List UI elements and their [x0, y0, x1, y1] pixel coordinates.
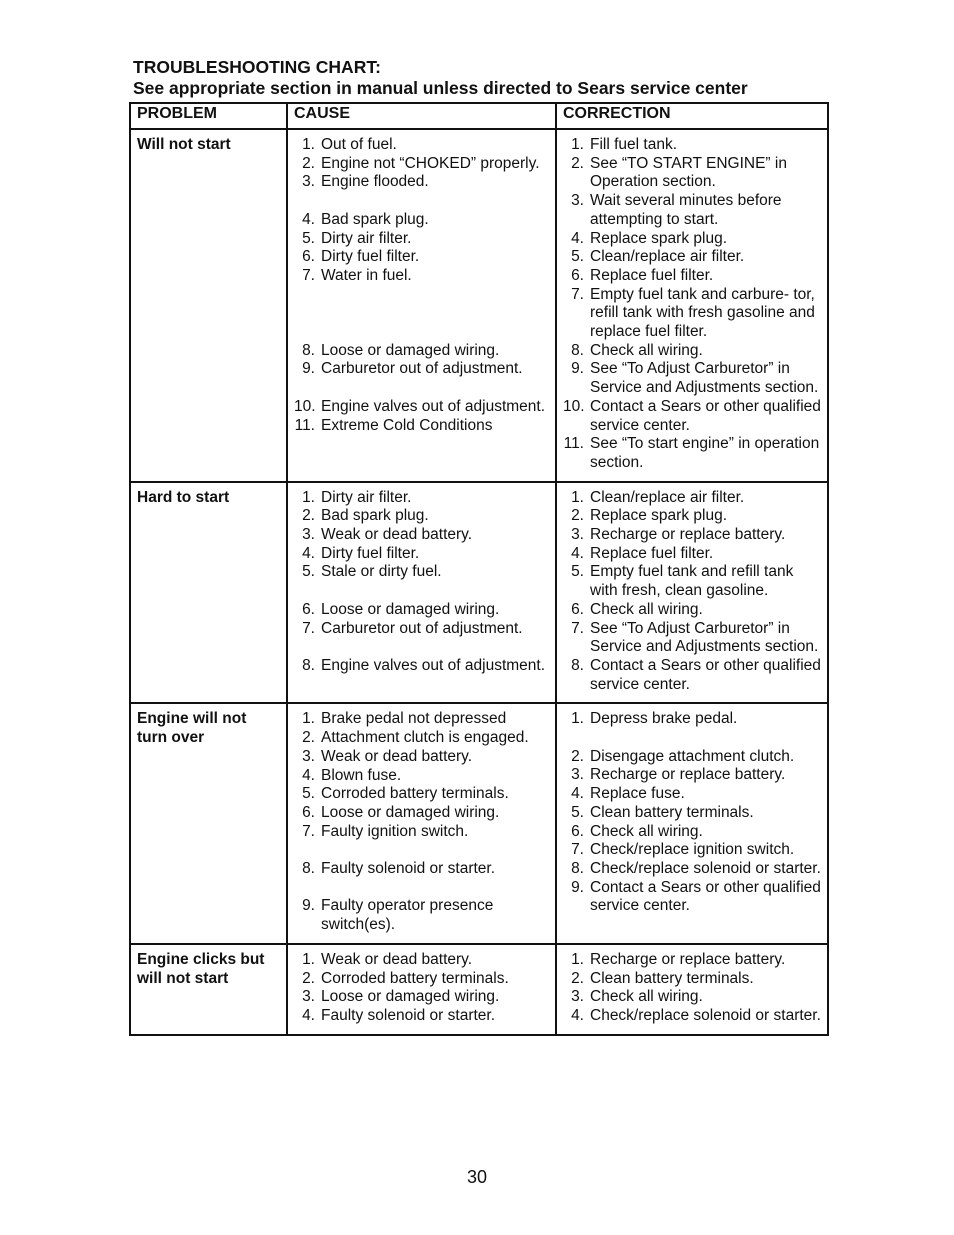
item-number: 2. — [571, 747, 584, 765]
spacer — [294, 379, 549, 398]
correction-cell — [556, 482, 828, 704]
cause-item — [294, 267, 549, 286]
item-number: 7. — [302, 266, 315, 284]
spacer — [294, 582, 549, 601]
item-number: 5. — [302, 229, 315, 247]
item-number: 11. — [563, 435, 584, 453]
item-number: 2. — [571, 507, 584, 525]
correction-item — [563, 398, 821, 435]
item-number: 1. — [571, 710, 584, 728]
item-number: 6. — [571, 266, 584, 284]
item-text: Stale or dirty fuel. — [321, 563, 442, 581]
spacer — [294, 638, 549, 657]
cause-item — [294, 767, 549, 786]
correction-cell — [556, 129, 828, 482]
cause-item — [294, 748, 549, 767]
cause-cell — [287, 129, 556, 482]
cause-item — [294, 136, 549, 155]
correction-item — [563, 507, 821, 526]
item-number: 4. — [571, 1006, 584, 1024]
item-text: Wait several minutes before attempting to start. — [590, 192, 782, 228]
problem-cell: Will not start — [130, 129, 287, 482]
correction-item — [563, 342, 821, 361]
item-number: 4. — [571, 229, 584, 247]
item-number: 1. — [302, 488, 315, 506]
spacer — [294, 841, 549, 860]
item-text: Bad spark plug. — [321, 210, 429, 228]
cause-item — [294, 342, 549, 361]
item-text: Corroded battery terminals. — [321, 969, 509, 987]
cause-item — [294, 173, 549, 192]
page-number: 30 — [466, 1167, 488, 1187]
item-text: Faulty solenoid or starter. — [321, 1006, 496, 1024]
item-number: 5. — [302, 563, 315, 581]
item-number: 3. — [302, 526, 315, 544]
item-number: 1. — [571, 136, 584, 153]
correction-item — [563, 657, 821, 694]
cause-item — [294, 230, 549, 249]
correction-item — [563, 267, 821, 286]
item-text: Attachment clutch is engaged. — [321, 729, 529, 747]
item-number: 6. — [571, 822, 584, 840]
item-number: 9. — [302, 360, 315, 378]
cause-item — [294, 526, 549, 545]
item-number: 1. — [571, 488, 584, 506]
item-text: Empty fuel tank and carbure- tor, refill tank with fresh gasoline and replace fuel filter. — [590, 285, 815, 341]
item-text: Weak or dead battery. — [321, 526, 473, 544]
item-text: Dirty fuel filter. — [321, 544, 420, 562]
troubleshooting-table — [129, 102, 829, 1036]
item-text: Brake pedal not depressed — [321, 710, 507, 728]
correction-item — [563, 841, 821, 860]
item-number: 6. — [302, 600, 315, 618]
correction-item — [563, 136, 821, 155]
item-text: Engine flooded. — [321, 173, 429, 191]
item-text: Recharge or replace battery. — [590, 950, 786, 968]
item-number: 9. — [302, 897, 315, 915]
item-text: Faulty operator presence switch(es). — [321, 897, 494, 934]
spacer — [294, 879, 549, 898]
item-text: Water in fuel. — [321, 266, 412, 284]
correction-item — [563, 860, 821, 879]
correction-item — [563, 286, 821, 342]
item-text: Clean/replace air filter. — [590, 488, 745, 506]
item-number: 8. — [302, 341, 315, 359]
item-text: Check/replace solenoid or starter. — [590, 860, 821, 877]
item-number: 2. — [302, 969, 315, 987]
item-text: Clean battery terminals. — [590, 803, 754, 821]
spacer — [294, 286, 549, 342]
item-text: Recharge or replace battery. — [590, 526, 786, 544]
item-text: Corroded battery terminals. — [321, 785, 509, 803]
item-text: Replace fuel filter. — [590, 266, 714, 284]
item-number: 1. — [302, 950, 315, 968]
correction-item — [563, 951, 821, 970]
item-number: 3. — [302, 173, 315, 191]
correction-item — [563, 360, 821, 397]
cause-cell — [287, 703, 556, 943]
correction-item — [563, 988, 821, 1007]
item-number: 5. — [571, 803, 584, 821]
item-text: Engine not “CHOKED” properly. — [321, 154, 540, 172]
cause-item — [294, 155, 549, 174]
correction-item — [563, 710, 821, 729]
item-number: 3. — [302, 988, 315, 1006]
correction-item — [563, 526, 821, 545]
item-text: See “To Adjust Carburetor” in Service and Adjustments section. — [590, 360, 819, 397]
cause-item — [294, 804, 549, 823]
chart-title: TROUBLESHOOTING CHART: — [133, 57, 381, 77]
cause-item — [294, 563, 549, 582]
correction-item — [563, 620, 821, 657]
table-row — [130, 129, 828, 482]
table-row — [130, 482, 828, 704]
table-row — [130, 944, 828, 1035]
cause-item — [294, 785, 549, 804]
cause-item — [294, 657, 549, 676]
item-number: 3. — [571, 526, 584, 544]
item-text: Disengage attachment clutch. — [590, 747, 795, 765]
item-text: See “To start engine” in operation section. — [590, 435, 820, 471]
item-text: Carburetor out of adjustment. — [321, 619, 523, 637]
item-text: Contact a Sears or other qualified service center. — [590, 878, 821, 915]
item-text: Loose or damaged wiring. — [321, 341, 500, 359]
item-number: 5. — [302, 785, 315, 803]
item-number: 8. — [571, 656, 584, 674]
table-body — [130, 129, 828, 1035]
item-number: 2. — [571, 969, 584, 987]
item-number: 5. — [571, 248, 584, 266]
item-text: Check/replace ignition switch. — [590, 841, 795, 859]
item-number: 10. — [294, 397, 316, 415]
correction-item — [563, 748, 821, 767]
item-text: Bad spark plug. — [321, 507, 429, 525]
correction-item — [563, 192, 821, 229]
item-number: 9. — [571, 360, 584, 378]
correction-item — [563, 785, 821, 804]
cause-item — [294, 507, 549, 526]
cause-item — [294, 211, 549, 230]
correction-cell — [556, 703, 828, 943]
item-number: 8. — [302, 860, 315, 877]
cause-item — [294, 360, 549, 379]
cause-item — [294, 860, 549, 879]
item-text: Depress brake pedal. — [590, 710, 738, 728]
item-text: Weak or dead battery. — [321, 747, 473, 765]
item-text: Engine valves out of adjustment. — [321, 656, 546, 674]
header-cause: CAUSE — [287, 103, 556, 129]
item-text: Contact a Sears or other qualified service center. — [590, 397, 821, 434]
correction-item — [563, 804, 821, 823]
cause-item — [294, 1007, 549, 1026]
header-row — [130, 103, 828, 129]
item-number: 2. — [302, 507, 315, 525]
item-text: Loose or damaged wiring. — [321, 600, 500, 618]
correction-item — [563, 879, 821, 916]
item-number: 2. — [302, 154, 315, 172]
item-text: Replace fuse. — [590, 785, 685, 803]
header-problem: PROBLEM — [130, 103, 287, 129]
cause-item — [294, 545, 549, 564]
item-number: 8. — [571, 860, 584, 877]
item-number: 3. — [571, 192, 584, 210]
item-number: 4. — [302, 210, 315, 228]
correction-item — [563, 435, 821, 472]
cause-item — [294, 897, 549, 934]
cause-item — [294, 988, 549, 1007]
item-number: 6. — [302, 803, 315, 821]
correction-item — [563, 970, 821, 989]
item-number: 2. — [571, 154, 584, 172]
item-number: 11. — [294, 416, 315, 434]
item-number: 1. — [571, 950, 584, 968]
item-number: 4. — [302, 544, 315, 562]
item-text: Check all wiring. — [590, 822, 703, 840]
item-text: Empty fuel tank and refill tank with fresh, clean gasoline. — [590, 563, 794, 600]
item-number: 8. — [302, 656, 315, 674]
item-text: Blown fuse. — [321, 766, 402, 784]
item-number: 6. — [302, 248, 315, 266]
spacer — [294, 192, 549, 211]
correction-item — [563, 155, 821, 192]
item-text: Recharge or replace battery. — [590, 766, 786, 784]
cause-cell — [287, 944, 556, 1035]
cause-item — [294, 970, 549, 989]
correction-item — [563, 248, 821, 267]
problem-cell: Hard to start — [130, 482, 287, 704]
item-number: 3. — [302, 747, 315, 765]
item-number: 10. — [563, 397, 585, 415]
item-text: Replace fuel filter. — [590, 544, 714, 562]
problem-cell: Engine clicks but will not start — [130, 944, 287, 1035]
cause-item — [294, 729, 549, 748]
item-number: 4. — [571, 785, 584, 803]
item-number: 3. — [571, 988, 584, 1006]
table-row — [130, 703, 828, 943]
cause-item — [294, 248, 549, 267]
item-text: Dirty air filter. — [321, 488, 412, 506]
item-text: Loose or damaged wiring. — [321, 803, 500, 821]
item-text: Clean battery terminals. — [590, 969, 754, 987]
item-text: Replace spark plug. — [590, 229, 727, 247]
cause-item — [294, 601, 549, 620]
cause-item — [294, 951, 549, 970]
item-text: See “To Adjust Carburetor” in Service and Adjustments section. — [590, 619, 819, 656]
correction-item — [563, 230, 821, 249]
item-text: Contact a Sears or other qualified service center. — [590, 656, 821, 693]
correction-cell — [556, 944, 828, 1035]
item-number: 7. — [571, 285, 584, 303]
item-text: Dirty fuel filter. — [321, 248, 420, 266]
item-text: Faulty solenoid or starter. — [321, 860, 496, 877]
item-text: Check all wiring. — [590, 988, 703, 1006]
cause-item — [294, 620, 549, 639]
item-text: Engine valves out of adjustment. — [321, 397, 546, 415]
item-number: 1. — [302, 136, 315, 153]
item-number: 6. — [571, 600, 584, 618]
item-number: 5. — [571, 563, 584, 581]
correction-item — [563, 601, 821, 620]
spacer — [563, 729, 821, 748]
item-text: Extreme Cold Conditions — [321, 416, 493, 434]
correction-item — [563, 563, 821, 600]
cause-item — [294, 710, 549, 729]
item-text: Out of fuel. — [321, 136, 397, 153]
cause-item — [294, 489, 549, 508]
correction-item — [563, 545, 821, 564]
correction-item — [563, 823, 821, 842]
item-number: 4. — [302, 766, 315, 784]
item-text: Clean/replace air filter. — [590, 248, 745, 266]
item-text: Check all wiring. — [590, 341, 703, 359]
item-text: Weak or dead battery. — [321, 950, 473, 968]
cause-cell — [287, 482, 556, 704]
item-text: Check all wiring. — [590, 600, 703, 618]
item-text: Faulty ignition switch. — [321, 822, 469, 840]
item-text: Replace spark plug. — [590, 507, 727, 525]
chart-subtitle: See appropriate section in manual unless directed to Sears service center — [133, 78, 748, 98]
item-number: 7. — [571, 619, 584, 637]
item-number: 4. — [571, 544, 584, 562]
item-text: Dirty air filter. — [321, 229, 412, 247]
item-number: 3. — [571, 766, 584, 784]
header-correction: CORRECTION — [556, 103, 828, 129]
item-number: 4. — [302, 1006, 315, 1024]
item-number: 7. — [302, 619, 315, 637]
cause-item — [294, 398, 549, 417]
item-number: 1. — [302, 710, 315, 728]
item-text: Carburetor out of adjustment. — [321, 360, 523, 378]
item-number: 7. — [302, 822, 315, 840]
cause-item — [294, 417, 549, 436]
cause-item — [294, 823, 549, 842]
item-text: Fill fuel tank. — [590, 136, 678, 153]
item-text: See “TO START ENGINE” in Operation section. — [590, 154, 787, 191]
item-number: 2. — [302, 729, 315, 747]
item-text: Check/replace solenoid or starter. — [590, 1006, 821, 1024]
item-number: 9. — [571, 878, 584, 896]
correction-item — [563, 489, 821, 508]
correction-item — [563, 1007, 821, 1026]
item-number: 7. — [571, 841, 584, 859]
item-number: 8. — [571, 341, 584, 359]
correction-item — [563, 766, 821, 785]
problem-cell: Engine will not turn over — [130, 703, 287, 943]
item-text: Loose or damaged wiring. — [321, 988, 500, 1006]
